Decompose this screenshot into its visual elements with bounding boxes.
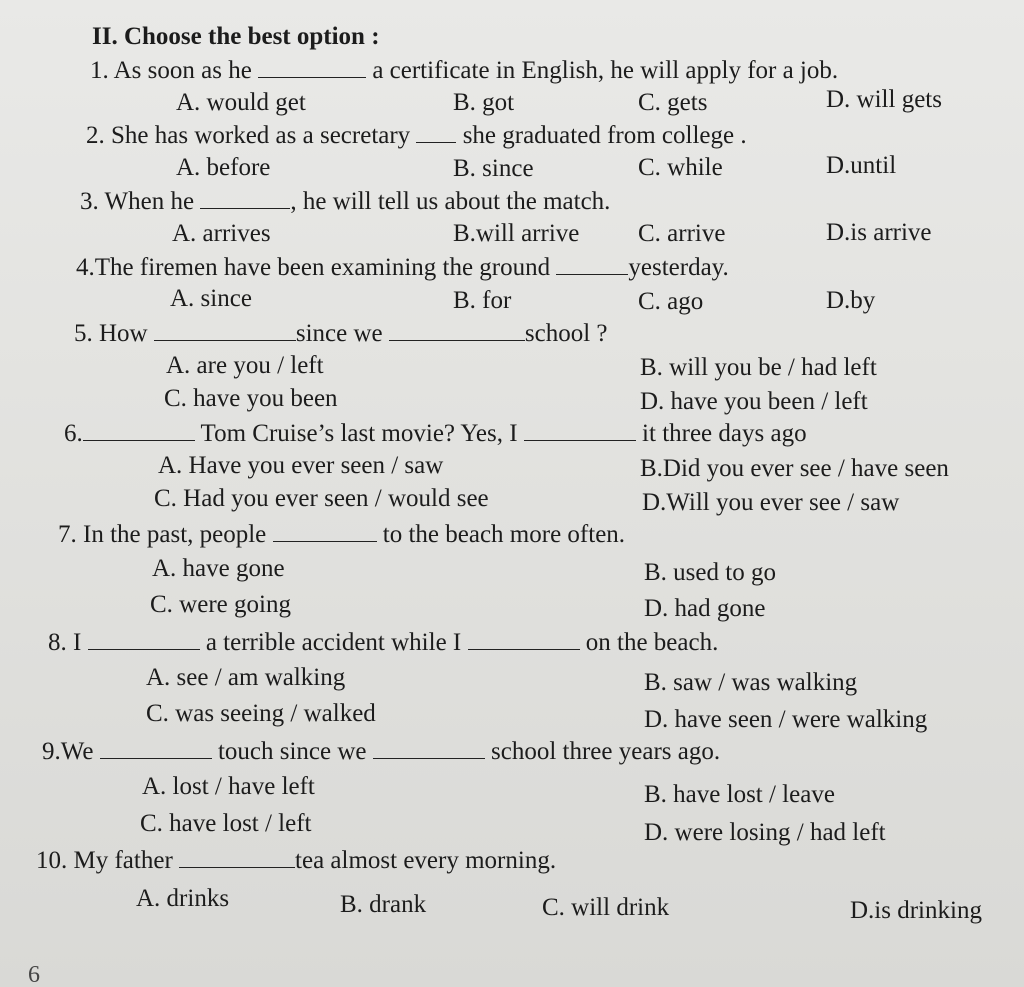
option-10a[interactable]: A. drinks (136, 885, 230, 912)
option-9a[interactable]: A. lost / have left (142, 773, 315, 800)
option-1b[interactable]: B. got (453, 89, 515, 116)
option-2a[interactable]: A. before (176, 154, 271, 181)
answer-blank[interactable] (416, 120, 456, 143)
option-4a[interactable]: A. since (170, 285, 252, 312)
option-7b[interactable]: B. used to go (644, 559, 776, 586)
question-1: 1. As soon as he a certificate in English, he will apply for a job. (90, 57, 839, 84)
page-number: 6 (28, 962, 40, 987)
answer-blank[interactable] (524, 418, 636, 441)
option-3b[interactable]: B.will arrive (453, 220, 580, 247)
answer-blank[interactable] (258, 55, 366, 78)
option-9c[interactable]: C. have lost / left (140, 810, 312, 837)
option-6c[interactable]: C. Had you ever seen / would see (154, 485, 489, 512)
option-5c[interactable]: C. have you been (164, 385, 338, 412)
option-7d[interactable]: D. had gone (644, 595, 766, 622)
question-8: 8. I a terrible accident while I on the beach. (48, 629, 719, 656)
option-2b[interactable]: B. since (453, 155, 534, 182)
option-8d[interactable]: D. have seen / were walking (644, 706, 928, 733)
question-6: 6. Tom Cruise’s last movie? Yes, I it three days ago (64, 420, 807, 447)
option-9d[interactable]: D. were losing / had left (644, 819, 886, 846)
option-1a[interactable]: A. would get (176, 89, 306, 116)
question-5: 5. How since we school ? (74, 320, 608, 347)
option-6b[interactable]: B.Did you ever see / have seen (640, 455, 949, 482)
option-2d[interactable]: D.until (826, 152, 897, 179)
question-7: 7. In the past, people to the beach more often. (58, 521, 626, 548)
answer-blank[interactable] (200, 186, 290, 209)
answer-blank[interactable] (100, 736, 212, 759)
section-title: II. Choose the best option : (92, 23, 380, 50)
option-9b[interactable]: B. have lost / leave (644, 781, 835, 808)
option-2c[interactable]: C. while (638, 154, 723, 181)
question-9: 9.We touch since we school three years ago. (42, 738, 721, 765)
answer-blank[interactable] (373, 736, 485, 759)
option-4b[interactable]: B. for (453, 287, 512, 314)
option-1d[interactable]: D. will gets (826, 86, 942, 113)
option-8a[interactable]: A. see / am walking (146, 664, 346, 691)
option-7a[interactable]: A. have gone (152, 555, 285, 582)
option-10d[interactable]: D.is drinking (850, 897, 982, 924)
option-3a[interactable]: A. arrives (172, 220, 271, 247)
answer-blank[interactable] (88, 627, 200, 650)
option-5b[interactable]: B. will you be / had left (640, 354, 877, 381)
option-1c[interactable]: C. gets (638, 89, 708, 116)
option-3c[interactable]: C. arrive (638, 220, 726, 247)
option-4c[interactable]: C. ago (638, 288, 704, 315)
answer-blank[interactable] (179, 845, 295, 868)
option-5d[interactable]: D. have you been / left (640, 388, 868, 415)
question-2: 2. She has worked as a secretary she graduated from college . (86, 122, 747, 149)
answer-blank[interactable] (83, 418, 195, 441)
option-8b[interactable]: B. saw / was walking (644, 669, 858, 696)
option-7c[interactable]: C. were going (150, 591, 291, 618)
option-4d[interactable]: D.by (826, 287, 876, 314)
question-10: 10. My father tea almost every morning. (36, 847, 557, 874)
answer-blank[interactable] (556, 252, 628, 275)
question-3: 3. When he , he will tell us about the match. (80, 188, 611, 215)
option-5a[interactable]: A. are you / left (166, 352, 324, 379)
option-6a[interactable]: A. Have you ever seen / saw (158, 452, 444, 479)
answer-blank[interactable] (273, 519, 377, 542)
question-4: 4.The firemen have been examining the ground yesterday. (76, 254, 729, 281)
answer-blank[interactable] (468, 627, 580, 650)
option-3d[interactable]: D.is arrive (826, 219, 932, 246)
option-8c[interactable]: C. was seeing / walked (146, 700, 376, 727)
answer-blank[interactable] (389, 318, 525, 341)
option-6d[interactable]: D.Will you ever see / saw (642, 489, 900, 516)
option-10b[interactable]: B. drank (340, 891, 427, 918)
answer-blank[interactable] (154, 318, 296, 341)
option-10c[interactable]: C. will drink (542, 894, 670, 921)
